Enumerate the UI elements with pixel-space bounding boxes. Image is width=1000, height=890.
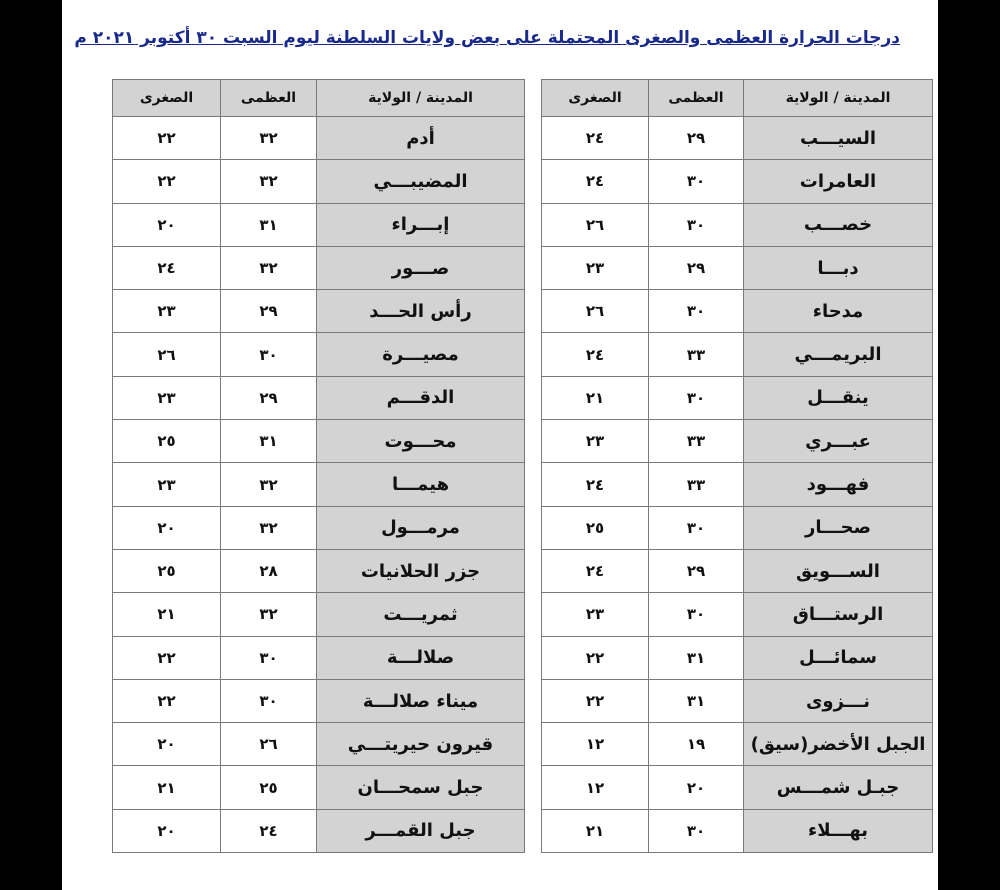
min-temp-cell: ٢٦ xyxy=(542,290,649,333)
table-row xyxy=(542,593,933,636)
document-title: درجات الحرارة العظمى والصغرى المحتملة على بعض ولايات السلطنة ليوم السبت ٣٠ أكتوبر ٢٠٢١ م xyxy=(74,28,900,48)
min-temp-cell: ٢٢ xyxy=(113,636,221,679)
max-temp-cell: ٣٣ xyxy=(649,333,744,376)
temperature-table-right xyxy=(541,79,933,853)
city-cell: صلالـــة xyxy=(317,636,525,679)
min-temp-cell: ٢١ xyxy=(113,766,221,809)
table-row xyxy=(542,679,933,722)
city-cell: صـــور xyxy=(317,246,525,289)
city-cell: أدم xyxy=(317,117,525,160)
header-max: العظمى xyxy=(221,80,317,117)
city-cell: المضيبـــي xyxy=(317,160,525,203)
table-row xyxy=(113,549,525,592)
min-temp-cell: ٢١ xyxy=(542,376,649,419)
min-temp-cell: ٢٥ xyxy=(113,420,221,463)
city-cell: سمائـــل xyxy=(744,636,933,679)
city-cell: مدحاء xyxy=(744,290,933,333)
min-temp-cell: ٢٥ xyxy=(113,549,221,592)
table-row xyxy=(542,160,933,203)
city-cell: مصيـــرة xyxy=(317,333,525,376)
city-cell: ميناء صلالـــة xyxy=(317,679,525,722)
min-temp-cell: ٢٤ xyxy=(542,333,649,376)
max-temp-cell: ٣٢ xyxy=(221,463,317,506)
min-temp-cell: ٢٣ xyxy=(542,246,649,289)
city-cell: الجبل الأخضر(سيق) xyxy=(744,723,933,766)
min-temp-cell: ١٢ xyxy=(542,766,649,809)
table-row xyxy=(113,506,525,549)
city-cell: البريمـــي xyxy=(744,333,933,376)
city-cell: الســـويق xyxy=(744,549,933,592)
max-temp-cell: ٣٠ xyxy=(649,376,744,419)
header-city: المدينة / الولاية xyxy=(744,80,933,117)
table-row xyxy=(113,117,525,160)
header-min: الصغرى xyxy=(542,80,649,117)
table-header-row xyxy=(542,80,933,117)
table-row xyxy=(113,593,525,636)
max-temp-cell: ٢٩ xyxy=(221,376,317,419)
city-cell: فهـــود xyxy=(744,463,933,506)
min-temp-cell: ٢٣ xyxy=(542,420,649,463)
city-cell: جبـل شمـــس xyxy=(744,766,933,809)
table-row xyxy=(542,463,933,506)
city-cell: جزر الحلانيات xyxy=(317,549,525,592)
min-temp-cell: ٢٤ xyxy=(542,549,649,592)
table-row xyxy=(113,636,525,679)
city-cell: جبل سمحـــان xyxy=(317,766,525,809)
city-cell: نـــزوى xyxy=(744,679,933,722)
min-temp-cell: ٢٥ xyxy=(542,506,649,549)
max-temp-cell: ٢٤ xyxy=(221,809,317,852)
city-cell: ثمريـــت xyxy=(317,593,525,636)
max-temp-cell: ٣٠ xyxy=(221,636,317,679)
city-cell: الرستـــاق xyxy=(744,593,933,636)
city-cell: خصـــب xyxy=(744,203,933,246)
city-cell: هيمـــا xyxy=(317,463,525,506)
min-temp-cell: ٢٠ xyxy=(113,506,221,549)
city-cell: مرمـــول xyxy=(317,506,525,549)
max-temp-cell: ٣٠ xyxy=(221,333,317,376)
max-temp-cell: ٢٩ xyxy=(221,290,317,333)
min-temp-cell: ٢٣ xyxy=(113,290,221,333)
min-temp-cell: ٢١ xyxy=(542,809,649,852)
city-cell: جبل القمـــر xyxy=(317,809,525,852)
table-row xyxy=(113,290,525,333)
table-row xyxy=(542,766,933,809)
max-temp-cell: ٣١ xyxy=(221,420,317,463)
table-row xyxy=(542,376,933,419)
city-cell: إبـــراء xyxy=(317,203,525,246)
max-temp-cell: ٣٠ xyxy=(649,160,744,203)
table-row xyxy=(113,766,525,809)
min-temp-cell: ٢٠ xyxy=(113,809,221,852)
max-temp-cell: ٣٠ xyxy=(649,506,744,549)
min-temp-cell: ٢٠ xyxy=(113,723,221,766)
min-temp-cell: ٢٢ xyxy=(113,160,221,203)
max-temp-cell: ٢٩ xyxy=(649,549,744,592)
max-temp-cell: ٢٥ xyxy=(221,766,317,809)
max-temp-cell: ٣١ xyxy=(649,636,744,679)
max-temp-cell: ١٩ xyxy=(649,723,744,766)
city-cell: عبـــري xyxy=(744,420,933,463)
city-cell: السيـــب xyxy=(744,117,933,160)
max-temp-cell: ٣٢ xyxy=(221,117,317,160)
header-min: الصغرى xyxy=(113,80,221,117)
table-header-row xyxy=(113,80,525,117)
max-temp-cell: ٢٨ xyxy=(221,549,317,592)
city-cell: قيرون حيريتـــي xyxy=(317,723,525,766)
city-cell: بهـــلاء xyxy=(744,809,933,852)
table-row xyxy=(113,376,525,419)
max-temp-cell: ٣٠ xyxy=(221,679,317,722)
table-row xyxy=(113,203,525,246)
max-temp-cell: ٢٩ xyxy=(649,117,744,160)
table-row xyxy=(542,549,933,592)
min-temp-cell: ٢١ xyxy=(113,593,221,636)
table-row xyxy=(113,246,525,289)
min-temp-cell: ٢٣ xyxy=(113,376,221,419)
max-temp-cell: ٣٢ xyxy=(221,246,317,289)
min-temp-cell: ١٢ xyxy=(542,723,649,766)
table-row xyxy=(113,333,525,376)
table-row xyxy=(542,290,933,333)
city-cell: محـــوت xyxy=(317,420,525,463)
max-temp-cell: ٣٠ xyxy=(649,809,744,852)
city-cell: صحـــار xyxy=(744,506,933,549)
max-temp-cell: ٣٢ xyxy=(221,506,317,549)
max-temp-cell: ٣١ xyxy=(649,679,744,722)
table-row xyxy=(542,506,933,549)
table-row xyxy=(113,723,525,766)
max-temp-cell: ٣٣ xyxy=(649,420,744,463)
table-row xyxy=(542,203,933,246)
table-row xyxy=(542,246,933,289)
min-temp-cell: ٢٢ xyxy=(113,679,221,722)
max-temp-cell: ٣٠ xyxy=(649,593,744,636)
max-temp-cell: ٣٢ xyxy=(221,593,317,636)
header-max: العظمى xyxy=(649,80,744,117)
table-row xyxy=(542,333,933,376)
max-temp-cell: ٣٣ xyxy=(649,463,744,506)
min-temp-cell: ٢٣ xyxy=(542,593,649,636)
table-row xyxy=(542,636,933,679)
max-temp-cell: ٢٦ xyxy=(221,723,317,766)
table-row xyxy=(542,723,933,766)
min-temp-cell: ٢٦ xyxy=(113,333,221,376)
max-temp-cell: ٣١ xyxy=(221,203,317,246)
table-row xyxy=(113,160,525,203)
max-temp-cell: ٣٠ xyxy=(649,203,744,246)
table-row xyxy=(113,679,525,722)
table-row xyxy=(113,420,525,463)
max-temp-cell: ٢٩ xyxy=(649,246,744,289)
min-temp-cell: ٢٤ xyxy=(542,160,649,203)
min-temp-cell: ٢٤ xyxy=(542,463,649,506)
max-temp-cell: ٢٠ xyxy=(649,766,744,809)
city-cell: دبـــا xyxy=(744,246,933,289)
table-row xyxy=(542,420,933,463)
min-temp-cell: ٢٦ xyxy=(542,203,649,246)
max-temp-cell: ٣٠ xyxy=(649,290,744,333)
min-temp-cell: ٢٢ xyxy=(542,679,649,722)
min-temp-cell: ٢٤ xyxy=(542,117,649,160)
city-cell: الدقـــم xyxy=(317,376,525,419)
table-row xyxy=(113,463,525,506)
max-temp-cell: ٣٢ xyxy=(221,160,317,203)
city-cell: رأس الحـــد xyxy=(317,290,525,333)
temperature-table-left xyxy=(112,79,525,853)
city-cell: ينقـــل xyxy=(744,376,933,419)
min-temp-cell: ٢٢ xyxy=(113,117,221,160)
min-temp-cell: ٢٠ xyxy=(113,203,221,246)
table-row xyxy=(113,809,525,852)
min-temp-cell: ٢٤ xyxy=(113,246,221,289)
min-temp-cell: ٢٣ xyxy=(113,463,221,506)
header-city: المدينة / الولاية xyxy=(317,80,525,117)
table-row xyxy=(542,809,933,852)
city-cell: العامرات xyxy=(744,160,933,203)
min-temp-cell: ٢٢ xyxy=(542,636,649,679)
table-row xyxy=(542,117,933,160)
